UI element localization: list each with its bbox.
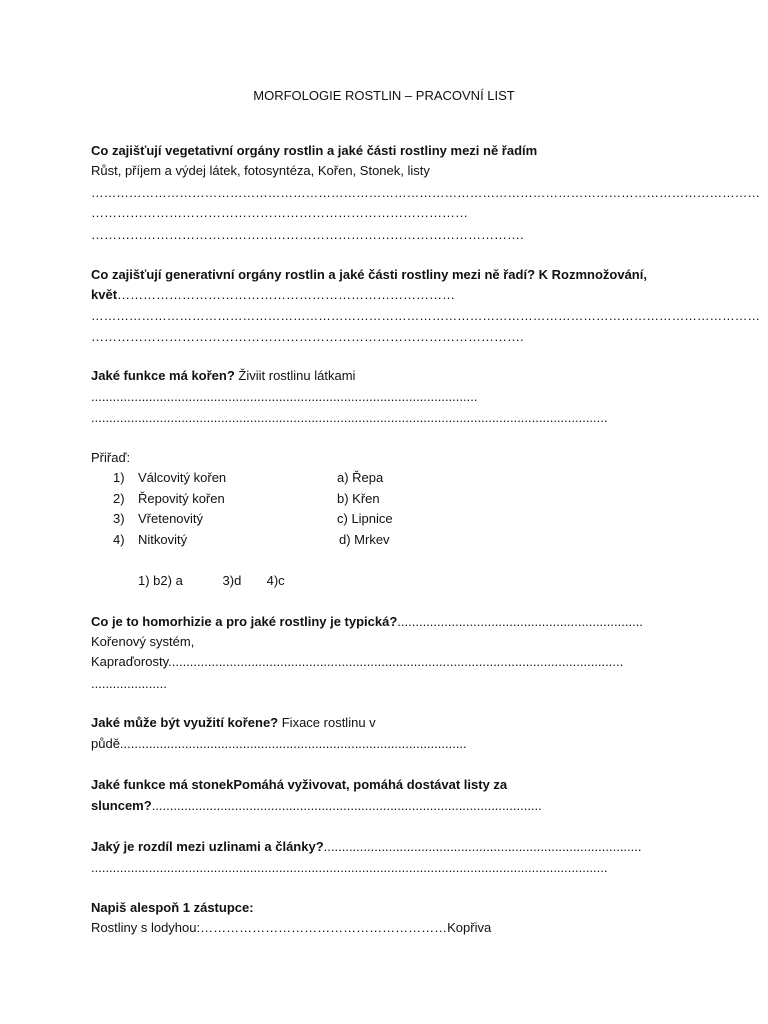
match-right-2: b) Křen (337, 491, 380, 506)
q7-question-cont: sluncem?............................................................................................................ (91, 798, 542, 813)
q1-line-2: …………………………………………………………………………… (91, 205, 468, 220)
match-right-3: c) Lipnice (337, 511, 393, 526)
q4-heading: Přiřaď: (91, 450, 131, 465)
q2-line-1: …………………………………………………………………………………………………………………………………………… (91, 308, 761, 323)
q1-question: Co zajišťují vegetativní orgány rostlin a jaké části rostliny mezi ně řadím (91, 143, 538, 158)
q1-line-3: ………………………………………………………………………………………. (91, 227, 524, 242)
match-left-2: Řepovitý kořen (138, 491, 225, 506)
q6-answer: půdě................................................................................................ (91, 736, 467, 751)
q5-answer-1: Kořenový systém, (91, 634, 195, 649)
q8-line: ............................................................................................................................................... (91, 860, 608, 875)
q1-line-1: …………………………………………………………………………………………………………………………………………… (91, 185, 761, 200)
q2-question: Co zajišťují generativní orgány rostlin a jaké části rostliny mezi ně řadí? K Rozmnožování, (91, 267, 647, 282)
match-left-3: Vřetenovitý (138, 511, 204, 526)
q3-line-1: ........................................................................................................... (91, 389, 478, 404)
match-right-4: d) Mrkev (339, 532, 390, 547)
match-num-4: 4) (113, 532, 125, 547)
q8-question: Jaký je rozdíl mezi uzlinami a články?........................................................................................ (91, 839, 642, 854)
match-left-4: Nitkovitý (138, 532, 188, 547)
match-left-1: Válcovitý kořen (138, 470, 227, 485)
match-num-3: 3) (113, 511, 125, 526)
q1-answer: Růst, příjem a výdej látek, fotosyntéza, Kořen, Stonek, listy (91, 163, 430, 178)
match-right-1: a) Řepa (337, 470, 384, 485)
q5-answer-2: Kapraďorosty.............................................................................................................................. (91, 654, 624, 669)
q5-line: ..................... (91, 676, 167, 691)
q3-question: Jaké funkce má kořen? Živiit rostlinu látkami (91, 368, 356, 383)
q9-question: Napiš alespoň 1 zástupce: (91, 900, 254, 915)
q7-question: Jaké funkce má stonekPomáhá vyživovat, pomáhá dostávat listy za (91, 777, 508, 792)
q9-answer: Rostliny s lodyhou:…………………………………………………Kopřiva (91, 920, 492, 935)
q5-question: Co je to homorhizie a pro jaké rostliny je typická?.................................................................... (91, 614, 643, 629)
q2-line-2: ………………………………………………………………………………………. (91, 329, 524, 344)
match-num-2: 2) (113, 491, 125, 506)
q2-answer: květ…………………………………………………………………… (91, 287, 456, 302)
q6-question: Jaké může být využití kořene? Fixace rostlinu v (91, 715, 376, 730)
q3-line-2: ............................................................................................................................................... (91, 410, 608, 425)
page-title: MORFOLOGIE ROSTLIN – PRACOVNÍ LIST (253, 88, 515, 103)
match-answer: 1) b2) a 3)d 4)c (138, 573, 285, 588)
match-num-1: 1) (113, 470, 125, 485)
